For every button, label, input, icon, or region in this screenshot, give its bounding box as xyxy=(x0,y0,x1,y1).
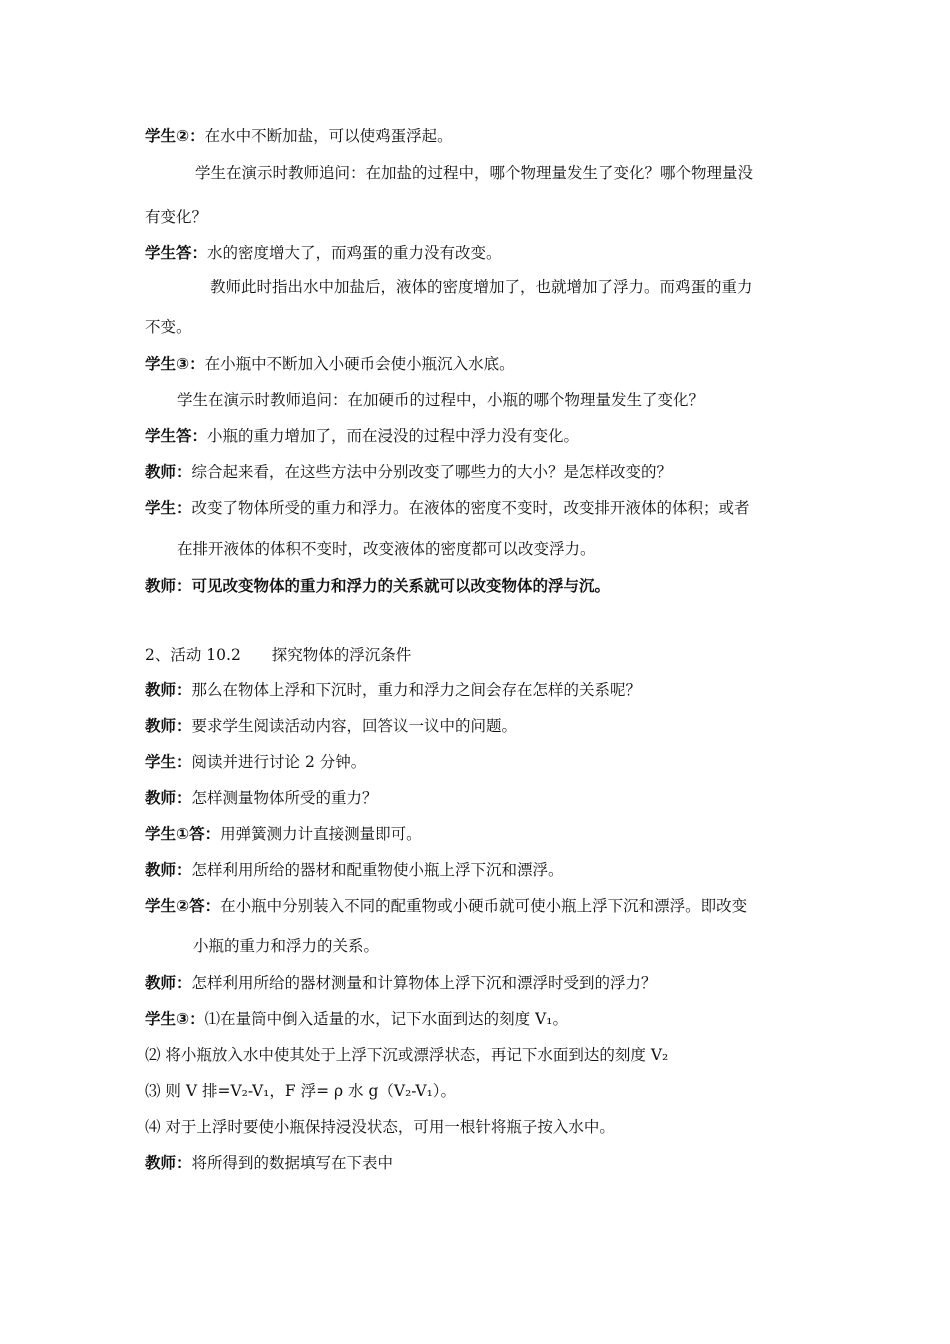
line-5: 教师此时指出水中加盐后，液体的密度增加了，也就增加了浮力。而鸡蛋的重力 xyxy=(210,278,753,296)
section-heading-activity: 2、活动 10.2 探究物体的浮沉条件 xyxy=(145,646,412,664)
line-9: 学生答：小瓶的重力增加了，而在浸没的过程中浮力没有变化。 xyxy=(145,427,580,445)
line-23: 教师：怎样利用所给的器材测量和计算物体上浮下沉和漂浮时受到的浮力？ xyxy=(145,974,657,992)
line-19: 学生①答：用弹簧测力计直接测量即可。 xyxy=(145,825,422,843)
line-17: 学生：阅读并进行讨论 2 分钟。 xyxy=(145,753,367,771)
line-1: 学生②：在水中不断加盐，可以使鸡蛋浮起。 xyxy=(145,127,453,145)
line-18: 教师：怎样测量物体所受的重力？ xyxy=(145,789,378,807)
line-15: 教师：那么在物体上浮和下沉时，重力和浮力之间会存在怎样的关系呢？ xyxy=(145,681,642,699)
line-22: 小瓶的重力和浮力的关系。 xyxy=(193,937,380,955)
line-26-formula: ⑶ 则 V 排=V₂-V₁，F 浮= ρ 水 g（V₂-V₁）。 xyxy=(145,1082,457,1100)
line-3: 有变化？ xyxy=(145,208,208,226)
line-10: 教师：综合起来看，在这些方法中分别改变了哪些力的大小？是怎样改变的？ xyxy=(145,463,673,481)
line-4: 学生答：水的密度增大了，而鸡蛋的重力没有改变。 xyxy=(145,244,502,262)
line-24: 学生③：⑴在量筒中倒入适量的水，记下水面到达的刻度 V₁。 xyxy=(145,1010,568,1028)
line-25: ⑵ 将小瓶放入水中使其处于上浮下沉或漂浮状态，再记下水面到达的刻度 V₂ xyxy=(145,1046,669,1064)
line-12: 在排开液体的体积不变时，改变液体的密度都可以改变浮力。 xyxy=(177,540,596,558)
line-13-emphasis: 教师：可见改变物体的重力和浮力的关系就可以改变物体的浮与沉。 xyxy=(145,577,611,595)
line-27: ⑷ 对于上浮时要使小瓶保持浸没状态，可用一根针将瓶子按入水中。 xyxy=(145,1118,615,1136)
line-8: 学生在演示时教师追问：在加硬币的过程中，小瓶的哪个物理量发生了变化？ xyxy=(177,391,705,409)
line-28: 教师：将所得到的数据填写在下表中 xyxy=(145,1154,394,1172)
line-7: 学生③：在小瓶中不断加入小硬币会使小瓶沉入水底。 xyxy=(145,355,515,373)
line-20: 教师：怎样利用所给的器材和配重物使小瓶上浮下沉和漂浮。 xyxy=(145,861,564,879)
line-11: 学生：改变了物体所受的重力和浮力。在液体的密度不变时，改变排开液体的体积；或者 xyxy=(145,499,750,517)
line-2: 学生在演示时教师追问：在加盐的过程中，哪个物理量发生了变化？哪个物理量没 xyxy=(195,164,754,182)
line-6: 不变。 xyxy=(145,318,192,336)
line-16: 教师：要求学生阅读活动内容，回答议一议中的问题。 xyxy=(145,717,518,735)
line-21: 学生②答：在小瓶中分别装入不同的配重物或小硬币就可使小瓶上浮下沉和漂浮。即改变 xyxy=(145,897,748,915)
